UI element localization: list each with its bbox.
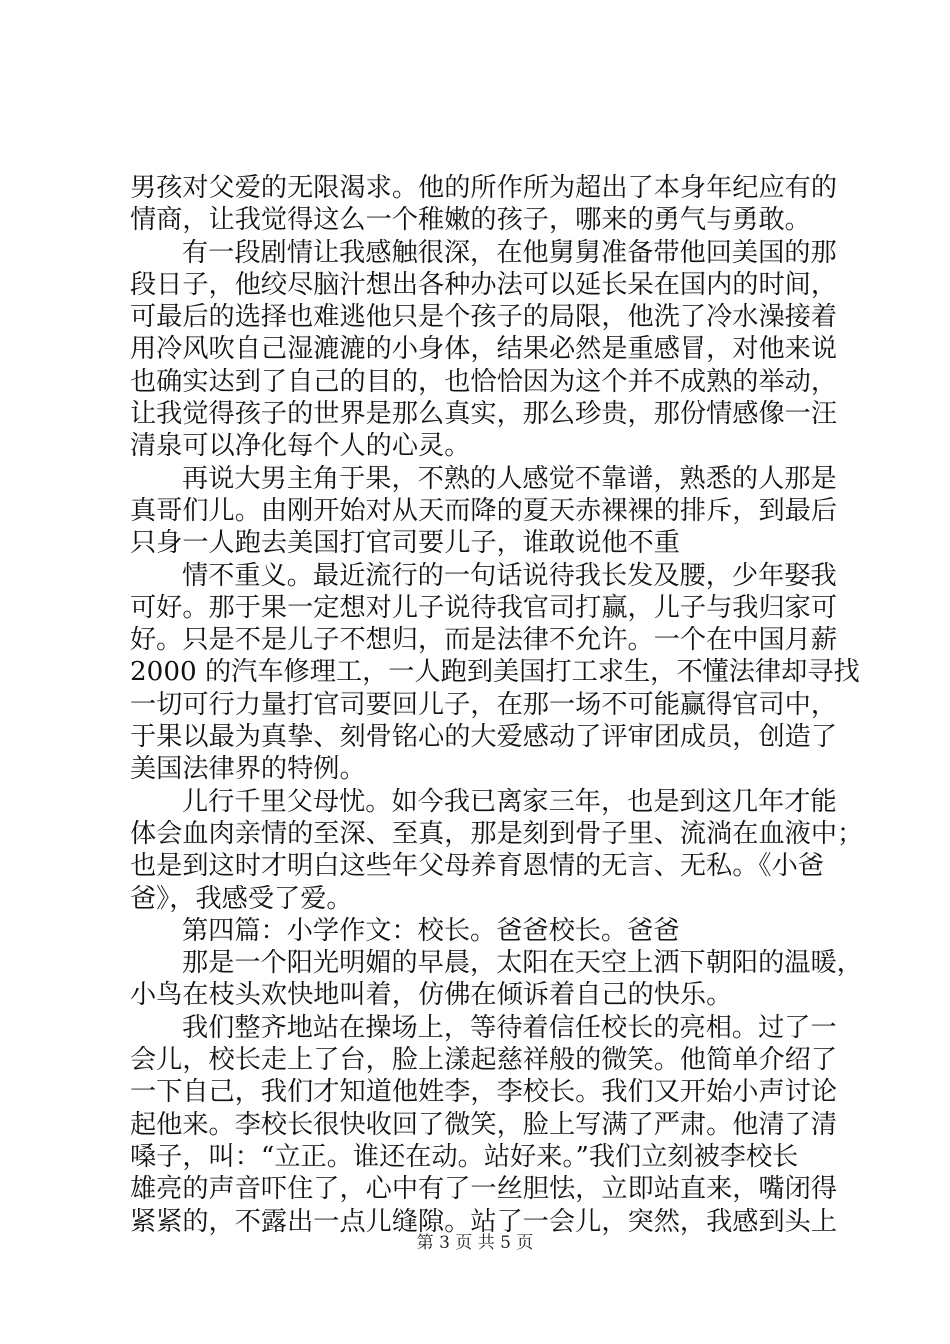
text-line: 再说大男主角于果，不熟的人感觉不靠谱，熟悉的人那是 — [182, 463, 837, 494]
text-line: 一下自己，我们才知道他姓李，李校长。我们又开始小声讨论 — [130, 1077, 838, 1108]
text-line: 2000 的汽车修理工，一人跑到美国打工求生，不懂法律却寻找 — [130, 657, 860, 688]
text-line: 第四篇：小学作文：校长。爸爸校长。爸爸 — [182, 915, 680, 946]
text-line: 好。只是不是儿子不想归，而是法律不允许。一个在中国月薪 — [130, 625, 838, 656]
text-line: 男孩对父爱的无限渴求。他的所作所为超出了本身年纪应有的 — [130, 173, 838, 203]
text-line: 雄亮的声音吓住了，心中有了一丝胆怯，立即站直来，嘴闭得 — [130, 1174, 838, 1205]
text-line: 起他来。李校长很快收回了微笑，脸上写满了严肃。他清了清 — [130, 1109, 838, 1140]
text-line: 那是一个阳光明媚的早晨，太阳在天空上洒下朝阳的温暖， — [182, 948, 863, 979]
text-line: 嗓子，叫：“立正。谁还在动。站好来。”我们立刻被李校长 — [130, 1141, 799, 1172]
text-line: 于果以最为真挚、刻骨铭心的大爱感动了评审团成员，创造了 — [130, 722, 838, 753]
text-line: 只身一人跑去美国打官司要儿子，谁敢说他不重 — [130, 528, 680, 559]
text-line: 情不重义。最近流行的一句话说待我长发及腰，少年娶我 — [182, 560, 837, 591]
text-line: 体会血肉亲情的至深、至真，那是刻到骨子里、流淌在血液中； — [130, 818, 864, 849]
text-line: 一切可行力量打官司要回儿子，在那一场不可能赢得官司中， — [130, 689, 838, 720]
text-line: 也是到这时才明白这些年父母养育恩情的无言、无私。《小爸 — [130, 851, 824, 882]
text-line: 也确实达到了自己的目的，也恰恰因为这个并不成熟的举动， — [130, 366, 838, 397]
text-line: 可好。那于果一定想对儿子说待我官司打赢，儿子与我归家可 — [130, 592, 838, 623]
text-line: 有一段剧情让我感触很深，在他舅舅准备带他回美国的那 — [182, 237, 837, 268]
text-line: 真哥们儿。由刚开始对从天而降的夏天赤裸裸的排斥，到最后 — [130, 495, 838, 526]
text-line: 爸》，我感受了爱。 — [130, 883, 353, 914]
text-line: 可最后的选择也难逃他只是个孩子的局限，他洗了冷水澡接着 — [130, 302, 838, 333]
text-line: 情商，让我觉得这么一个稚嫩的孩子，哪来的勇气与勇敢。 — [130, 205, 811, 236]
text-line: 让我觉得孩子的世界是那么真实，那么珍贵，那份情感像一汪 — [130, 399, 838, 430]
text-line: 我们整齐地站在操场上，等待着信任校长的亮相。过了一 — [182, 1012, 837, 1043]
text-line: 用冷风吹自己湿漉漉的小身体，结果必然是重感冒，对他来说 — [130, 334, 838, 365]
document-body — [130, 172, 864, 1238]
text-line: 清泉可以净化每个人的心灵。 — [130, 431, 471, 462]
text-line: 段日子，他绞尽脑汁想出各种办法可以延长呆在国内的时间， — [130, 269, 838, 300]
text-line: 会儿，校长走上了台，脸上漾起慈祥般的微笑。他简单介绍了 — [130, 1045, 838, 1076]
text-line: 小鸟在枝头欢快地叫着，仿佛在倾诉着自己的快乐。 — [130, 980, 733, 1011]
text-line: 紧紧的，不露出一点儿缝隙。站了一会儿，突然，我感到头上 — [130, 1206, 838, 1237]
page-number-footer: 第 3 页 共 5 页 — [416, 1233, 534, 1253]
text-line: 儿行千里父母忧。如今我已离家三年，也是到这几年才能 — [182, 786, 837, 817]
text-line: 美国法律界的特例。 — [130, 754, 366, 785]
